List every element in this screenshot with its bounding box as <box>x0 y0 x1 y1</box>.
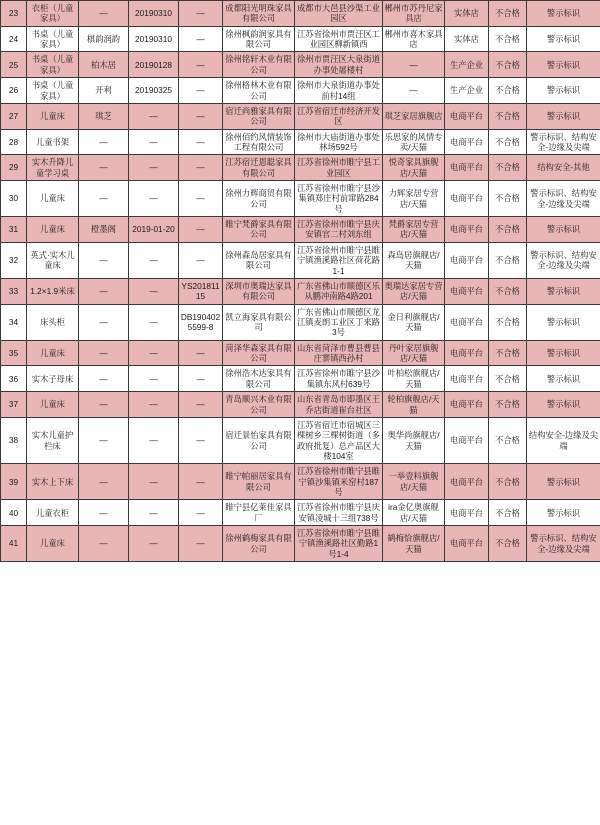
cell-product-name: 实木儿童护栏床 <box>27 417 79 463</box>
cell-spec-model: — <box>179 526 223 562</box>
cell-row-index: 33 <box>1 278 27 304</box>
cell-sales-channel: 电商平台 <box>445 366 489 392</box>
cell-sales-channel: 电商平台 <box>445 304 489 340</box>
cell-spec-model: — <box>179 129 223 155</box>
cell-manufacturer-address: 江苏省徐州市贾汪区工业园区柳新镇西 <box>295 26 383 52</box>
cell-manufacturer-name: 徐州佰约风情装饰工程有限公司 <box>223 129 295 155</box>
cell-nonconforming-items: 警示标识 <box>527 304 600 340</box>
cell-inspection-result: 不合格 <box>489 366 527 392</box>
cell-nonconforming-items: 警示标识 <box>527 366 600 392</box>
cell-sampled-seller: 郴州市苏丹尼家具店 <box>383 1 445 27</box>
cell-sales-channel: 电商平台 <box>445 526 489 562</box>
cell-row-index: 30 <box>1 181 27 217</box>
cell-brand: 琪芝 <box>79 103 129 129</box>
cell-product-name: 书桌（儿童家具） <box>27 78 79 104</box>
cell-sampled-seller: 森岛居旗舰店/天猫 <box>383 242 445 278</box>
cell-spec-model: — <box>179 1 223 27</box>
cell-brand: — <box>79 242 129 278</box>
cell-production-date: 20190325 <box>129 78 179 104</box>
cell-sales-channel: 电商平台 <box>445 103 489 129</box>
table-row <box>1 103 600 129</box>
cell-inspection-result: 不合格 <box>489 500 527 526</box>
cell-manufacturer-name: 宿迁尚雅家具有限公司 <box>223 103 295 129</box>
cell-sales-channel: 电商平台 <box>445 464 489 500</box>
cell-product-name: 实木上下床 <box>27 464 79 500</box>
cell-inspection-result: 不合格 <box>489 155 527 181</box>
cell-brand: 柏木居 <box>79 52 129 78</box>
cell-row-index: 39 <box>1 464 27 500</box>
cell-sampled-seller: 叶柏松旗舰店/天猫 <box>383 366 445 392</box>
cell-nonconforming-items: 警示标识 <box>527 340 600 366</box>
cell-product-name: 儿童书架 <box>27 129 79 155</box>
cell-row-index: 28 <box>1 129 27 155</box>
cell-sales-channel: 电商平台 <box>445 278 489 304</box>
cell-inspection-result: 不合格 <box>489 129 527 155</box>
cell-sampled-seller: 郴州市喜木家具店 <box>383 26 445 52</box>
cell-nonconforming-items: 警示标识、结构安全-边缘及尖端 <box>527 526 600 562</box>
cell-spec-model: YS20181115 <box>179 278 223 304</box>
cell-spec-model: — <box>179 242 223 278</box>
cell-nonconforming-items: 警示标识 <box>527 217 600 243</box>
cell-sampled-seller: 奥华尚旗舰店/天猫 <box>383 417 445 463</box>
cell-row-index: 32 <box>1 242 27 278</box>
cell-manufacturer-name: 睢宁县亿莱佳家具厂 <box>223 500 295 526</box>
cell-brand: — <box>79 129 129 155</box>
cell-manufacturer-address: 山东省菏泽市曹县曹县庄寨镇西孙村 <box>295 340 383 366</box>
cell-manufacturer-address: 徐州市大庙街道办事处林场592号 <box>295 129 383 155</box>
cell-manufacturer-name: 深圳市奥瑞达家具有限公司 <box>223 278 295 304</box>
cell-sampled-seller: 梵爵家居专营店/天猫 <box>383 217 445 243</box>
cell-sampled-seller: ira金亿奥旗舰店/天猫 <box>383 500 445 526</box>
cell-row-index: 23 <box>1 1 27 27</box>
cell-spec-model: — <box>179 181 223 217</box>
table-row <box>1 392 600 418</box>
cell-manufacturer-address: 成都市大邑县沙渠工业园区 <box>295 1 383 27</box>
cell-inspection-result: 不合格 <box>489 217 527 243</box>
cell-manufacturer-name: 徐州格林木业有限公司 <box>223 78 295 104</box>
cell-brand: — <box>79 181 129 217</box>
cell-product-name: 儿童床 <box>27 340 79 366</box>
table-row <box>1 500 600 526</box>
cell-inspection-result: 不合格 <box>489 392 527 418</box>
cell-inspection-result: 不合格 <box>489 278 527 304</box>
cell-manufacturer-address: 徐州市大泉街道办事处前村14组 <box>295 78 383 104</box>
cell-nonconforming-items: 警示标识 <box>527 500 600 526</box>
table-row <box>1 304 600 340</box>
cell-manufacturer-address: 徐州市贾汪区大泉街道办事处屠楼村 <box>295 52 383 78</box>
cell-sales-channel: 电商平台 <box>445 340 489 366</box>
cell-sales-channel: 电商平台 <box>445 181 489 217</box>
cell-inspection-result: 不合格 <box>489 340 527 366</box>
cell-spec-model: — <box>179 26 223 52</box>
cell-sampled-seller: 力辉家居专营店/天猫 <box>383 181 445 217</box>
cell-row-index: 27 <box>1 103 27 129</box>
cell-nonconforming-items: 警示标识 <box>527 392 600 418</box>
cell-sampled-seller: 丹叶家居旗舰店/天猫 <box>383 340 445 366</box>
cell-brand: 橙墨阁 <box>79 217 129 243</box>
cell-sampled-seller: — <box>383 52 445 78</box>
cell-production-date: — <box>129 340 179 366</box>
cell-manufacturer-name: 凯立海家具有限公司 <box>223 304 295 340</box>
cell-manufacturer-address: 江苏省徐州市睢宁县沙集镇东风村639号 <box>295 366 383 392</box>
cell-row-index: 37 <box>1 392 27 418</box>
table-row <box>1 242 600 278</box>
cell-inspection-result: 不合格 <box>489 304 527 340</box>
cell-inspection-result: 不合格 <box>489 52 527 78</box>
table-row <box>1 155 600 181</box>
cell-brand: — <box>79 340 129 366</box>
cell-row-index: 38 <box>1 417 27 463</box>
cell-brand: — <box>79 417 129 463</box>
cell-inspection-result: 不合格 <box>489 103 527 129</box>
cell-row-index: 41 <box>1 526 27 562</box>
cell-manufacturer-name: 徐州铭轩木业有限公司 <box>223 52 295 78</box>
cell-sampled-seller: 琪芝家居旗舰店 <box>383 103 445 129</box>
cell-product-name: 儿童床 <box>27 181 79 217</box>
table-row <box>1 417 600 463</box>
table-row <box>1 26 600 52</box>
cell-production-date: — <box>129 417 179 463</box>
cell-product-name: 儿童床 <box>27 526 79 562</box>
cell-sampled-seller: 鹤梅恰旗舰店/天猫 <box>383 526 445 562</box>
cell-spec-model: — <box>179 464 223 500</box>
table-row <box>1 366 600 392</box>
cell-manufacturer-name: 徐州浩木达家具有限公司 <box>223 366 295 392</box>
cell-inspection-result: 不合格 <box>489 526 527 562</box>
cell-product-name: 1.2×1.9米床 <box>27 278 79 304</box>
cell-inspection-result: 不合格 <box>489 417 527 463</box>
cell-nonconforming-items: 警示标识 <box>527 278 600 304</box>
cell-sampled-seller: 奥瑞达家居专营店/天猫 <box>383 278 445 304</box>
cell-production-date: — <box>129 103 179 129</box>
table-row <box>1 78 600 104</box>
cell-inspection-result: 不合格 <box>489 242 527 278</box>
cell-nonconforming-items: 警示标识、结构安全-边缘及尖端 <box>527 181 600 217</box>
cell-spec-model: — <box>179 417 223 463</box>
cell-sales-channel: 生产企业 <box>445 52 489 78</box>
cell-manufacturer-address: 江苏省徐州市睢宁县睢宁镇沙集镇米窑村187号 <box>295 464 383 500</box>
table-row <box>1 340 600 366</box>
cell-spec-model: — <box>179 366 223 392</box>
table-row <box>1 464 600 500</box>
cell-manufacturer-address: 江苏省徐州市睢宁县庆安镇官二村刘东组 <box>295 217 383 243</box>
cell-row-index: 34 <box>1 304 27 340</box>
cell-manufacturer-name: 徐州力辉商贸有限公司 <box>223 181 295 217</box>
cell-sales-channel: 实体店 <box>445 26 489 52</box>
table-row <box>1 1 600 27</box>
cell-sampled-seller: 乐思家的风情专卖/天猫 <box>383 129 445 155</box>
cell-manufacturer-name: 成都阳光明珠家具有限公司 <box>223 1 295 27</box>
cell-inspection-result: 不合格 <box>489 78 527 104</box>
cell-sampled-seller: 悦奇家具旗舰店/天猫 <box>383 155 445 181</box>
table-row <box>1 129 600 155</box>
cell-manufacturer-address: 江苏省徐州市睢宁县睢宁镇渔溪路社区勤路1号1-4 <box>295 526 383 562</box>
cell-manufacturer-name: 徐州鹤梅家具有限公司 <box>223 526 295 562</box>
cell-manufacturer-name: 青岛顺兴木业有限公司 <box>223 392 295 418</box>
cell-nonconforming-items: 警示标识 <box>527 464 600 500</box>
cell-brand: — <box>79 500 129 526</box>
cell-row-index: 26 <box>1 78 27 104</box>
cell-sampled-seller: — <box>383 78 445 104</box>
cell-product-name: 实木升降儿童学习桌 <box>27 155 79 181</box>
cell-product-name: 床头柜 <box>27 304 79 340</box>
cell-spec-model: — <box>179 155 223 181</box>
cell-manufacturer-address: 江苏省宿迁市宿城区三棵树乡三棵树街道（多政府批复）总产品区大楼104室 <box>295 417 383 463</box>
cell-inspection-result: 不合格 <box>489 464 527 500</box>
table-row <box>1 278 600 304</box>
cell-product-name: 英式·实木儿童床 <box>27 242 79 278</box>
cell-brand: — <box>79 366 129 392</box>
cell-manufacturer-address: 江苏省徐州市睢宁县工业园区 <box>295 155 383 181</box>
cell-production-date: 20190128 <box>129 52 179 78</box>
cell-nonconforming-items: 警示标识 <box>527 52 600 78</box>
cell-product-name: 衣柜（儿童家具） <box>27 1 79 27</box>
table-body <box>1 1 600 562</box>
cell-production-date: 2019-01-20 <box>129 217 179 243</box>
cell-brand: — <box>79 464 129 500</box>
cell-row-index: 31 <box>1 217 27 243</box>
cell-row-index: 29 <box>1 155 27 181</box>
cell-spec-model: — <box>179 52 223 78</box>
cell-production-date: — <box>129 464 179 500</box>
cell-spec-model: — <box>179 340 223 366</box>
cell-inspection-result: 不合格 <box>489 1 527 27</box>
cell-manufacturer-name: 徐州枫韵润家具有限公司 <box>223 26 295 52</box>
cell-production-date: — <box>129 242 179 278</box>
cell-production-date: 20190310 <box>129 26 179 52</box>
cell-manufacturer-address: 广东省佛山市顺德区乐从鹏冲南路4路201 <box>295 278 383 304</box>
cell-nonconforming-items: 结构安全-边缘及尖端 <box>527 417 600 463</box>
cell-product-name: 实木子母床 <box>27 366 79 392</box>
cell-production-date: — <box>129 129 179 155</box>
cell-manufacturer-name: 睢宁帕丽居家具有限公司 <box>223 464 295 500</box>
cell-production-date: — <box>129 304 179 340</box>
cell-manufacturer-address: 江苏省徐州市睢宁县庆安镇凌城十三组738号 <box>295 500 383 526</box>
cell-brand: — <box>79 1 129 27</box>
cell-product-name: 儿童床 <box>27 392 79 418</box>
cell-row-index: 40 <box>1 500 27 526</box>
cell-inspection-result: 不合格 <box>489 181 527 217</box>
cell-row-index: 24 <box>1 26 27 52</box>
cell-brand: — <box>79 526 129 562</box>
cell-row-index: 25 <box>1 52 27 78</box>
table-row <box>1 181 600 217</box>
cell-nonconforming-items: 结构安全-其他 <box>527 155 600 181</box>
cell-spec-model: DB1904025599-8 <box>179 304 223 340</box>
cell-manufacturer-name: 菏泽华森家具有限公司 <box>223 340 295 366</box>
cell-product-name: 书桌（儿童家具） <box>27 52 79 78</box>
cell-product-name: 书桌（儿童家具） <box>27 26 79 52</box>
cell-sales-channel: 电商平台 <box>445 392 489 418</box>
cell-nonconforming-items: 警示标识 <box>527 26 600 52</box>
cell-spec-model: — <box>179 392 223 418</box>
cell-manufacturer-address: 江苏省徐州市睢宁县睢宁镇渔溪路社区荷花路1-1 <box>295 242 383 278</box>
cell-nonconforming-items: 警示标识、结构安全-边缘及尖端 <box>527 242 600 278</box>
cell-production-date: — <box>129 500 179 526</box>
cell-row-index: 35 <box>1 340 27 366</box>
cell-sales-channel: 电商平台 <box>445 155 489 181</box>
cell-sampled-seller: 轮柏旗舰店/天猫 <box>383 392 445 418</box>
cell-production-date: — <box>129 526 179 562</box>
cell-manufacturer-name: 睢宁梵爵家具有限公司 <box>223 217 295 243</box>
cell-nonconforming-items: 警示标识、结构安全-边缘及尖端 <box>527 129 600 155</box>
cell-nonconforming-items: 警示标识 <box>527 103 600 129</box>
cell-product-name: 儿童床 <box>27 103 79 129</box>
cell-nonconforming-items: 警示标识 <box>527 1 600 27</box>
cell-manufacturer-address: 江苏省宿迁市经济开发区 <box>295 103 383 129</box>
cell-sales-channel: 电商平台 <box>445 217 489 243</box>
cell-spec-model: — <box>179 78 223 104</box>
cell-product-name: 儿童床 <box>27 217 79 243</box>
cell-sales-channel: 电商平台 <box>445 417 489 463</box>
cell-production-date: — <box>129 181 179 217</box>
cell-brand: — <box>79 155 129 181</box>
cell-spec-model: — <box>179 500 223 526</box>
cell-sales-channel: 电商平台 <box>445 242 489 278</box>
cell-sales-channel: 生产企业 <box>445 78 489 104</box>
cell-sampled-seller: 金日利旗舰店/天猫 <box>383 304 445 340</box>
table-row <box>1 217 600 243</box>
cell-manufacturer-name: 宿迁景怡家具有限公司 <box>223 417 295 463</box>
table-row <box>1 526 600 562</box>
cell-brand: — <box>79 278 129 304</box>
cell-spec-model: — <box>179 103 223 129</box>
cell-production-date: — <box>129 155 179 181</box>
cell-manufacturer-address: 广东省佛山市顺德区龙江镇麦朗工业区丁来路3号 <box>295 304 383 340</box>
cell-manufacturer-name: 徐州森岛居家具有限公司 <box>223 242 295 278</box>
cell-sampled-seller: 一举壹料旗舰店/天猫 <box>383 464 445 500</box>
cell-production-date: — <box>129 366 179 392</box>
cell-spec-model: — <box>179 217 223 243</box>
cell-manufacturer-name: 江苏宿迁恩聪家具有限公司 <box>223 155 295 181</box>
cell-sales-channel: 电商平台 <box>445 500 489 526</box>
cell-inspection-result: 不合格 <box>489 26 527 52</box>
table-row <box>1 52 600 78</box>
cell-production-date: — <box>129 392 179 418</box>
cell-row-index: 36 <box>1 366 27 392</box>
cell-production-date: — <box>129 278 179 304</box>
cell-brand: — <box>79 304 129 340</box>
cell-sales-channel: 实体店 <box>445 1 489 27</box>
cell-manufacturer-address: 山东省青岛市即墨区王乔店街道崔台社区 <box>295 392 383 418</box>
cell-brand: 棋韵润韵 <box>79 26 129 52</box>
cell-product-name: 儿童衣柜 <box>27 500 79 526</box>
cell-manufacturer-address: 江苏省徐州市睢宁县沙集镇郑庄村前窜路284号 <box>295 181 383 217</box>
cell-brand: — <box>79 392 129 418</box>
cell-sales-channel: 电商平台 <box>445 129 489 155</box>
cell-brand: 开利 <box>79 78 129 104</box>
cell-production-date: 20190310 <box>129 1 179 27</box>
cell-nonconforming-items: 警示标识 <box>527 78 600 104</box>
